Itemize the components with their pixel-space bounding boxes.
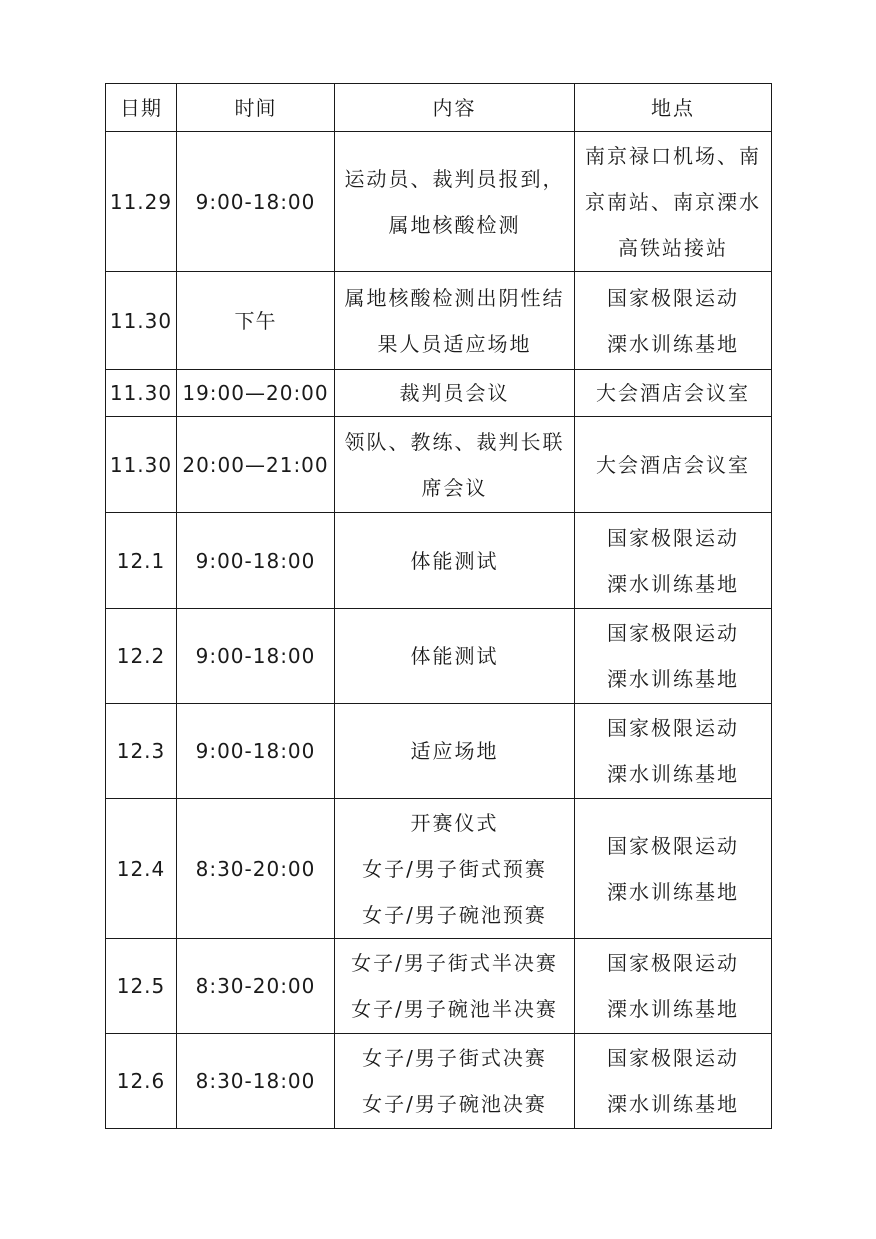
row-date: 12.4 <box>106 799 177 939</box>
row-content <box>335 272 575 370</box>
content-line: 运动员、裁判员报到， <box>344 166 565 191</box>
row-content <box>335 417 575 513</box>
row-time: 20:00—21:00 <box>177 417 335 513</box>
row-date: 12.5 <box>106 939 177 1034</box>
row-location <box>575 417 772 513</box>
content-line: 领队、教练、裁判长联 <box>344 429 565 454</box>
content-line: 适应场地 <box>410 739 499 763</box>
schedule-table <box>105 83 772 1129</box>
location-line: 国家极限运动 <box>607 833 739 858</box>
location-line: 南京禄口机场、南 <box>585 143 761 168</box>
content-line: 开赛仪式 <box>410 810 499 835</box>
row-content <box>335 799 575 939</box>
row-content <box>335 370 575 417</box>
location-line: 溧水训练基地 <box>607 879 739 904</box>
location-line: 溧水训练基地 <box>607 1092 739 1116</box>
content-line: 女子/男子碗池预赛 <box>362 902 547 927</box>
location-line: 大会酒店会议室 <box>596 381 750 405</box>
location-line: 大会酒店会议室 <box>596 452 750 477</box>
row-location <box>575 370 772 417</box>
row-location <box>575 513 772 609</box>
content-line: 体能测试 <box>410 644 499 668</box>
location-line: 国家极限运动 <box>607 621 739 645</box>
location-line: 国家极限运动 <box>607 716 739 740</box>
row-date: 12.2 <box>106 609 177 704</box>
location-line: 国家极限运动 <box>607 285 739 310</box>
row-time: 下午 <box>177 272 335 370</box>
row-content <box>335 1034 575 1129</box>
row-time: 8:30-18:00 <box>177 1034 335 1129</box>
row-date: 12.3 <box>106 704 177 799</box>
table-row <box>106 272 772 370</box>
location-line: 溧水训练基地 <box>607 762 739 786</box>
row-time: 9:00-18:00 <box>177 609 335 704</box>
location-line: 溧水训练基地 <box>607 667 739 691</box>
header-date: 日期 <box>106 84 177 132</box>
location-line: 国家极限运动 <box>607 1046 739 1070</box>
row-content <box>335 939 575 1034</box>
location-line: 溧水训练基地 <box>607 571 739 596</box>
table-row <box>106 939 772 1034</box>
content-line: 属地核酸检测 <box>388 212 521 237</box>
location-line: 国家极限运动 <box>607 525 739 550</box>
row-time: 9:00-18:00 <box>177 132 335 272</box>
table-row <box>106 417 772 513</box>
row-time: 8:30-20:00 <box>177 939 335 1034</box>
header-location: 地点 <box>575 84 772 132</box>
row-location <box>575 1034 772 1129</box>
row-content <box>335 132 575 272</box>
row-date: 11.29 <box>106 132 177 272</box>
row-location <box>575 939 772 1034</box>
content-line: 体能测试 <box>410 548 499 573</box>
row-location <box>575 704 772 799</box>
row-content <box>335 609 575 704</box>
table-row <box>106 799 772 939</box>
content-line: 女子/男子碗池决赛 <box>362 1092 547 1116</box>
row-location <box>575 272 772 370</box>
content-line: 女子/男子碗池半决赛 <box>351 997 558 1021</box>
row-time: 9:00-18:00 <box>177 513 335 609</box>
row-time: 8:30-20:00 <box>177 799 335 939</box>
content-line: 女子/男子街式决赛 <box>362 1046 547 1070</box>
table-row <box>106 704 772 799</box>
table-row <box>106 1034 772 1129</box>
table-header-row <box>106 84 772 132</box>
row-content <box>335 704 575 799</box>
row-date: 11.30 <box>106 370 177 417</box>
row-location <box>575 799 772 939</box>
row-time: 9:00-18:00 <box>177 704 335 799</box>
content-line: 女子/男子街式半决赛 <box>351 951 558 975</box>
location-line: 国家极限运动 <box>607 951 739 975</box>
header-content: 内容 <box>335 84 575 132</box>
content-line: 席会议 <box>421 475 488 500</box>
table-row <box>106 513 772 609</box>
row-content <box>335 513 575 609</box>
content-line: 属地核酸检测出阴性结 <box>344 285 565 310</box>
location-line: 高铁站接站 <box>618 235 728 260</box>
row-time: 19:00—20:00 <box>177 370 335 417</box>
table-row <box>106 609 772 704</box>
location-line: 溧水训练基地 <box>607 331 739 356</box>
row-location <box>575 132 772 272</box>
table-row <box>106 370 772 417</box>
location-line: 溧水训练基地 <box>607 997 739 1021</box>
row-location <box>575 609 772 704</box>
content-line: 裁判员会议 <box>399 381 510 405</box>
table-row <box>106 132 772 272</box>
header-time: 时间 <box>177 84 335 132</box>
row-date: 12.1 <box>106 513 177 609</box>
location-line: 京南站、南京溧水 <box>585 189 761 214</box>
row-date: 12.6 <box>106 1034 177 1129</box>
row-date: 11.30 <box>106 417 177 513</box>
row-date: 11.30 <box>106 272 177 370</box>
content-line: 果人员适应场地 <box>377 331 532 356</box>
content-line: 女子/男子街式预赛 <box>362 856 547 881</box>
